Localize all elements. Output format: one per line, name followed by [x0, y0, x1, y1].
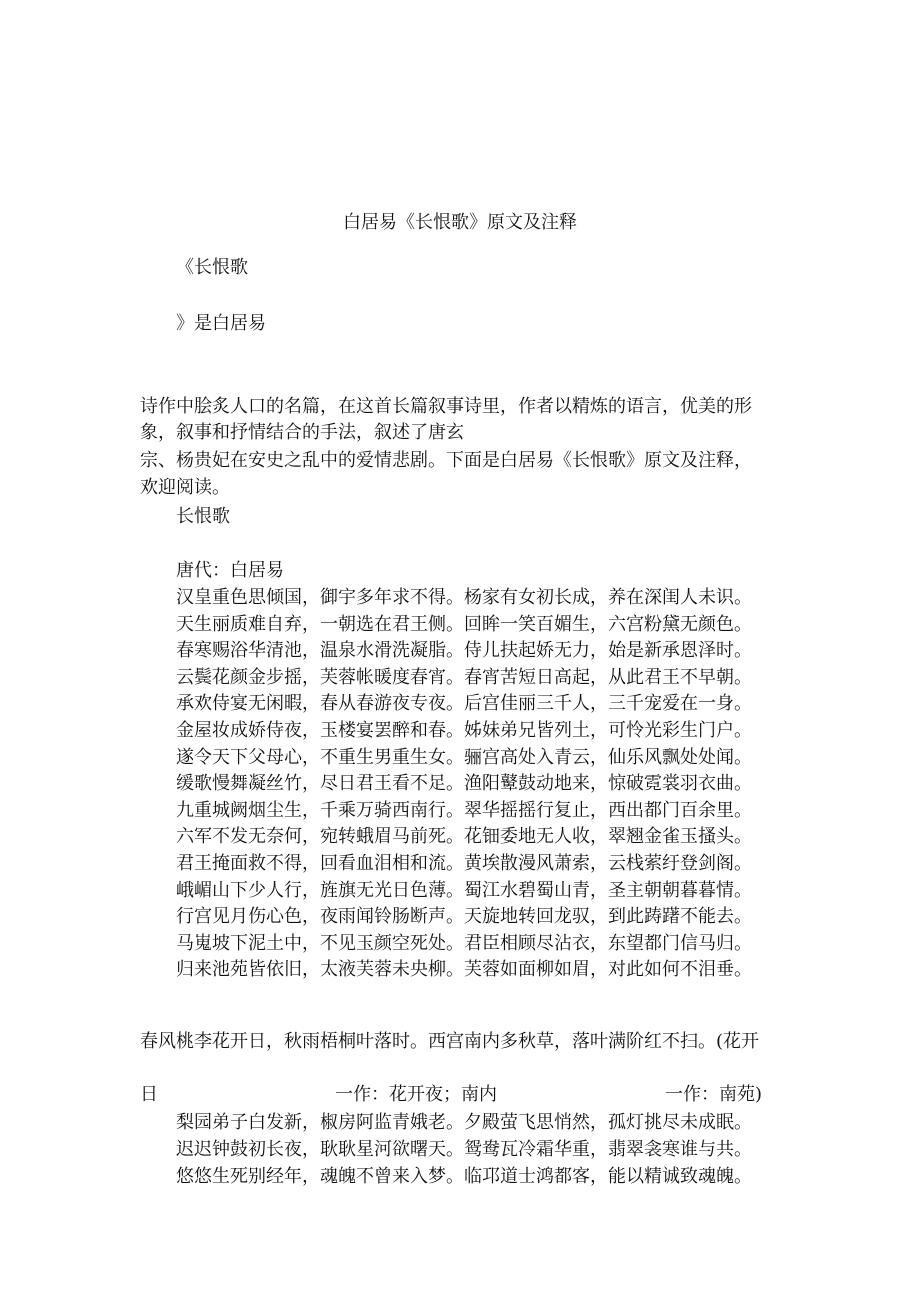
- variant-note-row: [140, 1082, 780, 1108]
- intro-fragment-2: 》是白居易: [176, 313, 266, 334]
- verse-line: 缓歌慢舞凝丝竹，尽日君王看不足。渔阳鼙鼓动地来，惊破霓裳羽衣曲。: [176, 773, 752, 795]
- verse-line: 六军不发无奈何，宛转蛾眉马前死。花钿委地无人收，翠翘金雀玉搔头。: [176, 826, 752, 848]
- verse-line: 云鬓花颜金步摇，芙蓉帐暖度春宵。春宵苦短日高起，从此君王不早朝。: [176, 666, 752, 688]
- poem-author: 唐代：白居易: [176, 560, 284, 581]
- verse-line: 天生丽质难自弃，一朝选在君王侧。回眸一笑百媚生，六宫粉黛无颜色。: [176, 613, 752, 635]
- intro-line-1: 诗作中脍炙人口的名篇，在这首长篇叙事诗里，作者以精炼的语言，优美的形: [140, 396, 752, 417]
- verse-line: 遂令天下父母心，不重生男重生女。骊宫高处入青云，仙乐风飘处处闻。: [176, 746, 752, 768]
- verse-line: 迟迟钟鼓初长夜，耿耿星河欲曙天。鸳鸯瓦冷霜华重，翡翠衾寒谁与共。: [176, 1139, 752, 1160]
- intro-line-3: 宗、杨贵妃在安史之乱中的爱情悲剧。下面是白居易《长恨歌》原文及注释，: [140, 450, 752, 471]
- verse-line: 金屋妆成娇侍夜，玉楼宴罢醉和春。姊妹弟兄皆列土，可怜光彩生门户。: [176, 720, 752, 741]
- verse-line: 归来池苑皆依旧，太液芙蓉未央柳。芙蓉如面柳如眉，对此如何不泪垂。: [176, 959, 752, 981]
- verse-line-full: 春风桃李花开日，秋雨梧桐叶落时。西宫南内多秋草，落叶满阶红不扫。(花开: [140, 1031, 760, 1052]
- verse-line: 悠悠生死别经年，魂魄不曾来入梦。临邛道士鸿都客，能以精诚致魂魄。: [176, 1166, 752, 1187]
- verse-line: 峨嵋山下少人行，旌旗无光日色薄。蜀江水碧蜀山青，圣主朝朝暮暮情。: [176, 879, 752, 901]
- verse-line: 承欢侍宴无闲暇，春从春游夜专夜。后宫佳丽三千人，三千宠爱在一身。: [176, 693, 752, 715]
- note-fragment-c: 一作：南苑): [665, 1084, 763, 1105]
- verse-line: 马嵬坡下泥土中，不见玉颜空死处。君臣相顾尽沾衣，东望都门信马归。: [176, 932, 752, 954]
- note-fragment-b: 一作：花开夜；南内: [335, 1084, 497, 1105]
- poem-title: 长恨歌: [176, 506, 230, 527]
- verse-line: 行宫见月伤心色，夜雨闻铃肠断声。天旋地转回龙驭，到此踌躇不能去。: [176, 906, 752, 928]
- note-fragment-a: 日: [140, 1084, 158, 1105]
- verse-line: 春寒赐浴华清池，温泉水滑洗凝脂。侍儿扶起娇无力，始是新承恩泽时。: [176, 640, 752, 662]
- verse-line: 汉皇重色思倾国，御宇多年求不得。杨家有女初长成，养在深闺人未识。: [176, 587, 752, 608]
- intro-fragment-1: 《长恨歌: [176, 257, 248, 278]
- document-title: 白居易《长恨歌》原文及注释: [343, 212, 577, 233]
- verse-line: 九重城阙烟尘生，千乘万骑西南行。翠华摇摇行复止，西出都门百余里。: [176, 799, 752, 821]
- intro-line-2: 象，叙事和抒情结合的手法，叙述了唐玄: [140, 422, 464, 443]
- verse-line: 君王掩面救不得，回看血泪相和流。黄埃散漫风萧索，云栈萦纡登剑阁。: [176, 853, 752, 874]
- intro-line-4: 欢迎阅读。: [140, 477, 230, 498]
- verse-line: 梨园弟子白发新，椒房阿监青娥老。夕殿萤飞思悄然，孤灯挑尽未成眠。: [176, 1112, 752, 1133]
